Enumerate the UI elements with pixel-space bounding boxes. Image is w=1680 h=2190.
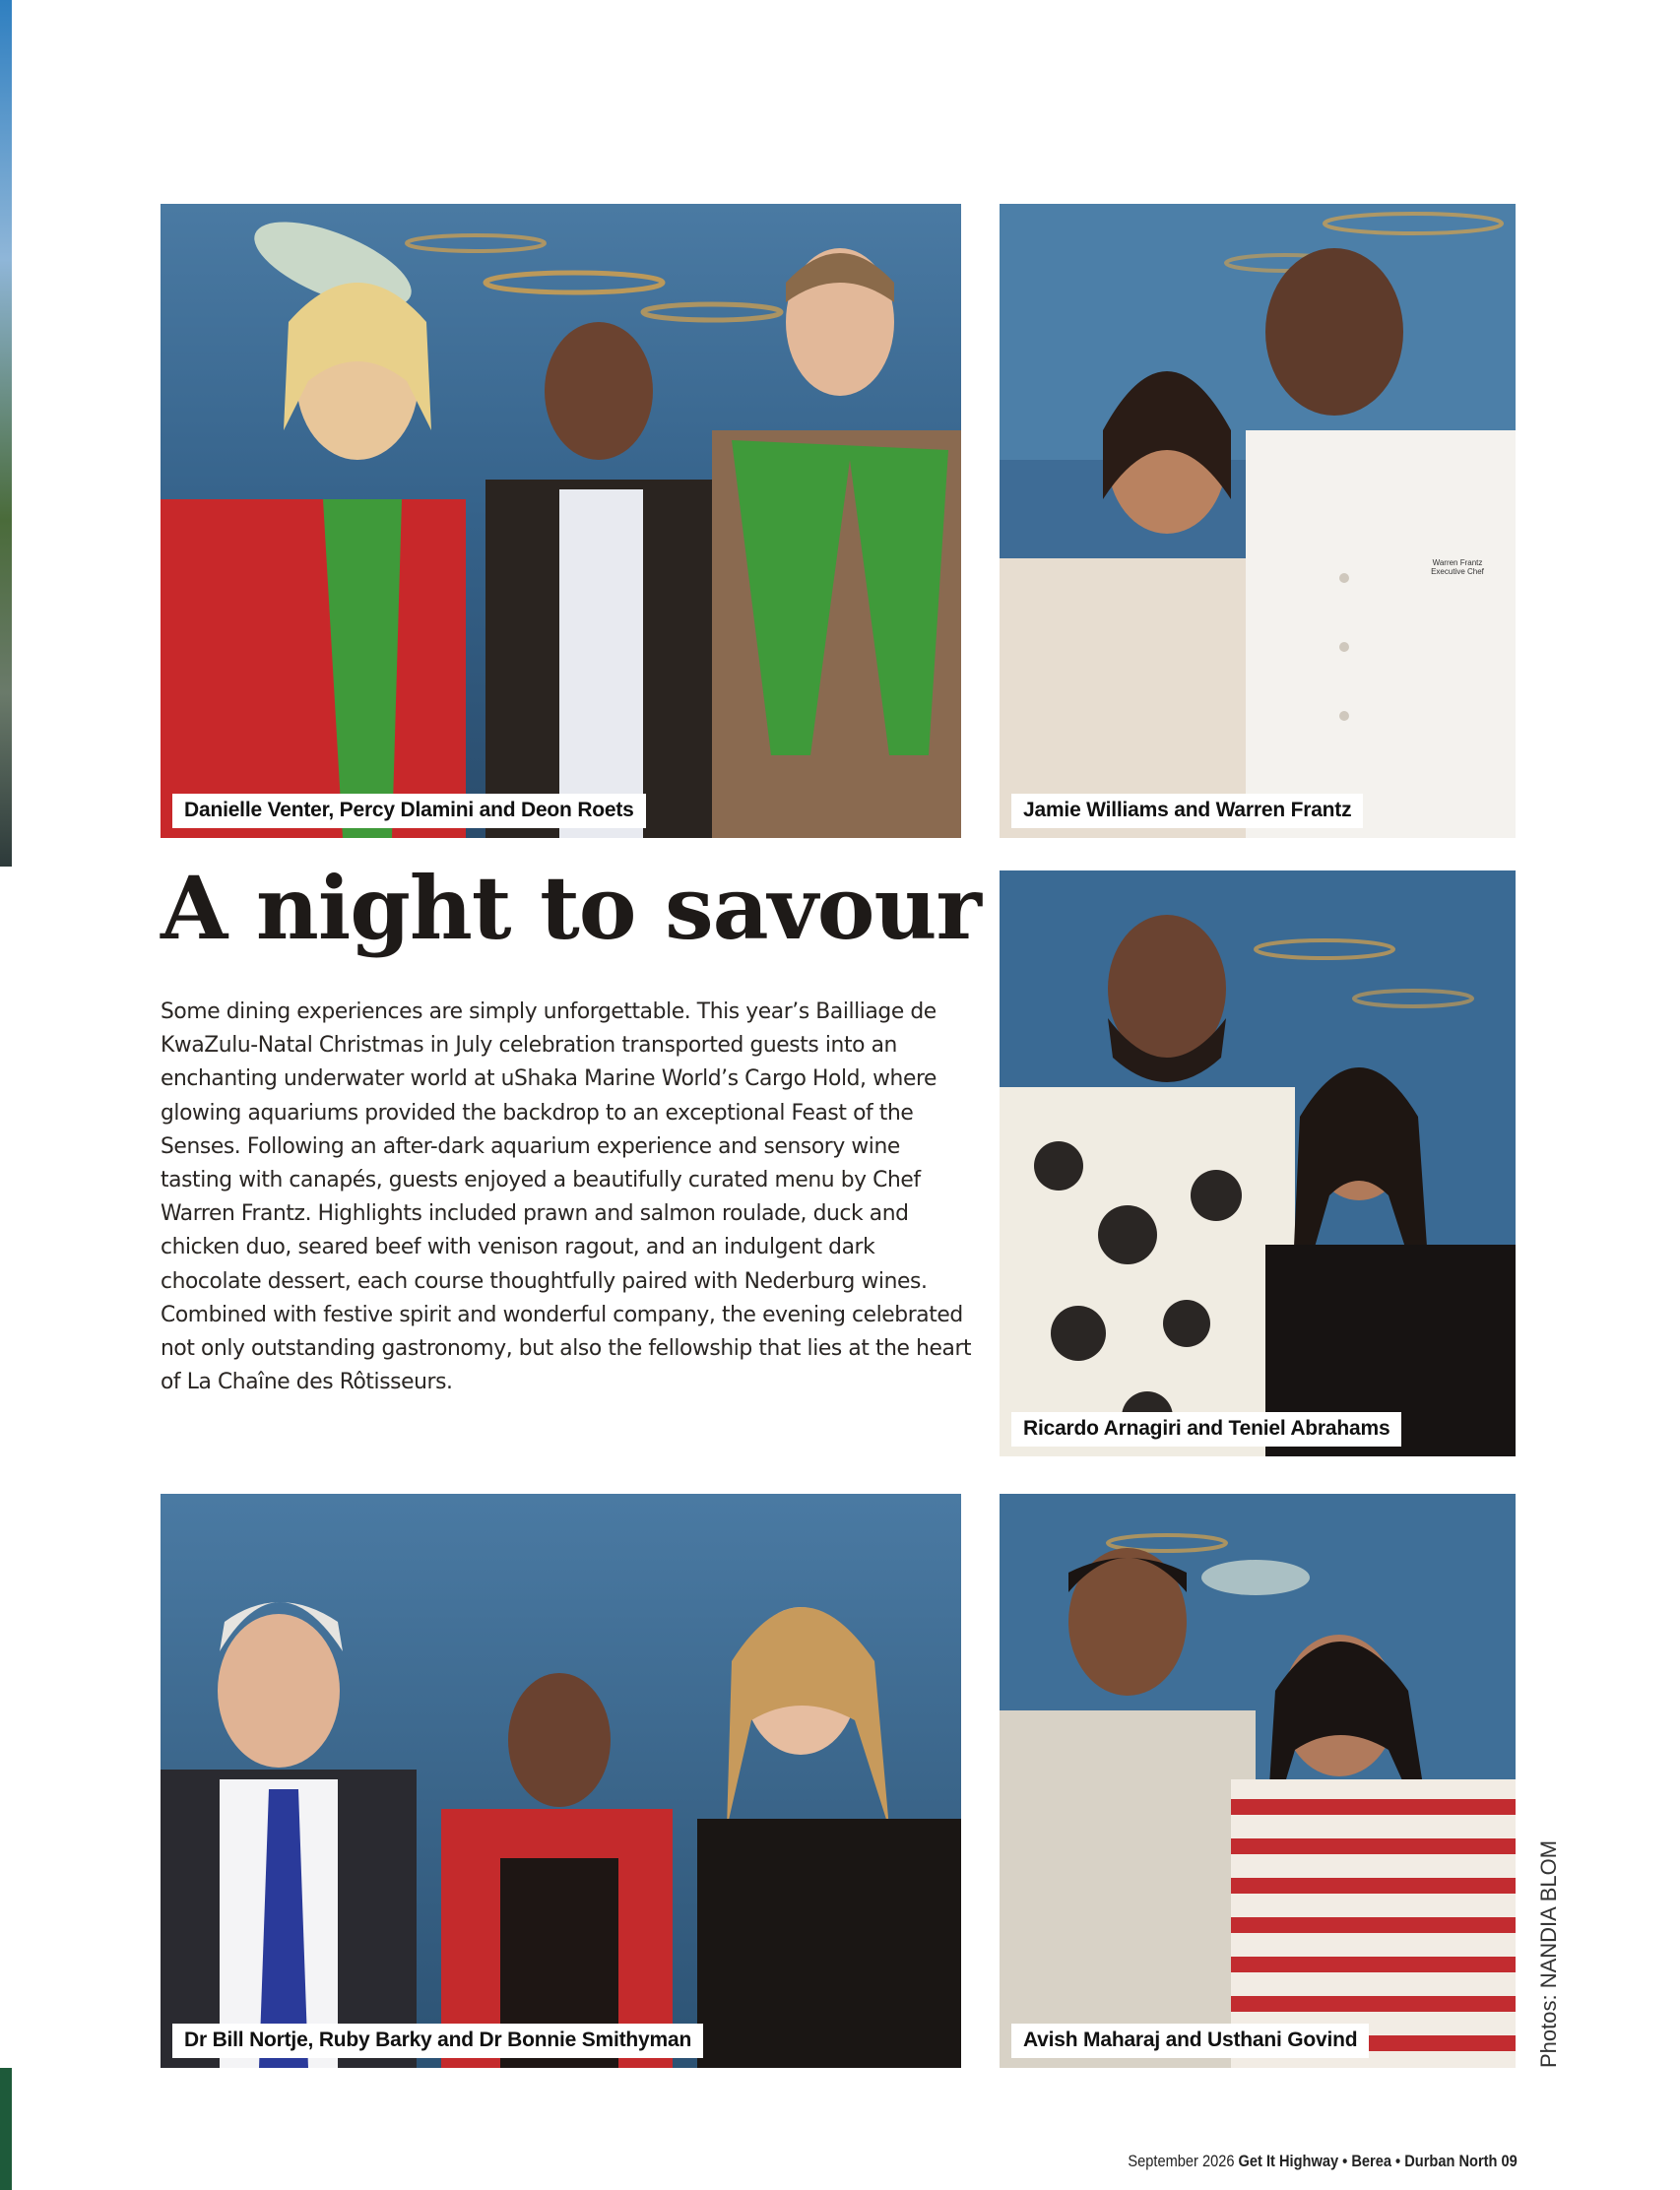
footer-publication: Get It Highway <box>1238 2152 1339 2170</box>
page-footer <box>1129 2152 1518 2171</box>
footer-areas: • Berea • Durban North <box>1342 2152 1498 2170</box>
photo-ricardo-teniel <box>1000 870 1516 1456</box>
page-number: 09 <box>1501 2152 1518 2170</box>
article-body: Some dining experiences are simply unforgettable. This year’s Bailliage de KwaZulu-Natal Christmas in July celebration transported guests into an enchanting underwater world at uShaka Marine World’s Cargo Hold, where glowing aquariums provided the backdrop to an exceptional Feast of the Senses. Following an after-dark aquarium experience and sensory wine tasting with canapés, guests enjoyed a beautifully curated menu by Chef Warren Frantz. Highlights included prawn and salmon roulade, duck and chicken duo, seared beef with venison ragout, and an indulgent dark chocolate dessert, each course thoughtfully paired with Nederburg wines. Combined with festive spirit and wonderful company, the evening celebrated not only outstanding gastronomy, but also the fellowship that lies at the heart of La Chaîne des Rôtisseurs. <box>161 999 972 1395</box>
photo-image <box>1000 870 1516 1456</box>
chef-jacket-embroidery: Warren Frantz Executive Chef <box>1431 558 1484 576</box>
page-edge-bleed <box>0 0 12 867</box>
photo-caption: Avish Maharaj and Usthani Govind <box>1011 2024 1369 2058</box>
photo-image <box>161 204 961 838</box>
photo-caption: Danielle Venter, Percy Dlamini and Deon Roets <box>172 794 646 828</box>
photo-jamie-warren <box>1000 204 1516 838</box>
photo-credit: Photos: NANDIA BLOM <box>1536 1839 1561 2068</box>
photo-caption: Dr Bill Nortje, Ruby Barky and Dr Bonnie Smithyman <box>172 2024 703 2058</box>
photo-danielle-percy-deon <box>161 204 961 838</box>
photo-image <box>1000 204 1516 838</box>
footer-date: September 2026 <box>1128 2152 1235 2170</box>
photo-bill-ruby-bonnie <box>161 1494 961 2068</box>
photo-avish-usthani <box>1000 1494 1516 2068</box>
photo-caption: Jamie Williams and Warren Frantz <box>1011 794 1363 828</box>
page-edge-bleed-bottom <box>0 2068 12 2190</box>
photo-image <box>161 1494 961 2068</box>
photo-caption: Ricardo Arnagiri and Teniel Abrahams <box>1011 1412 1401 1447</box>
photo-image <box>1000 1494 1516 2068</box>
article-headline: A night to savour <box>161 857 981 959</box>
